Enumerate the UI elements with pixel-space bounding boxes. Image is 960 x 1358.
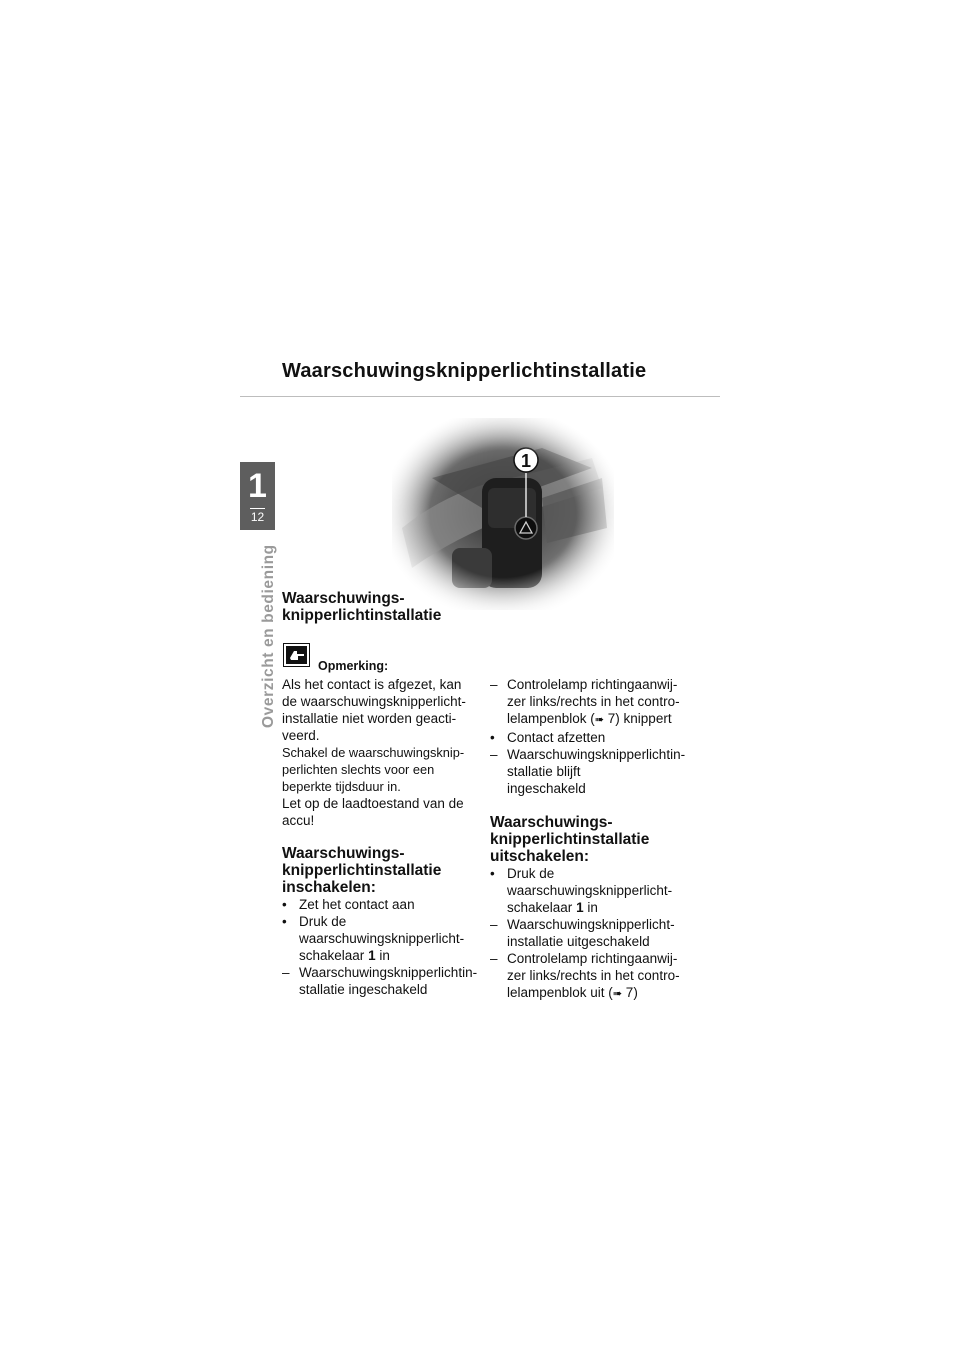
switch-ref: 1	[368, 948, 376, 963]
note-line: accu!	[282, 813, 315, 828]
switch-on-heading: Waarschuwings- knipperlichtinstallatie inschakelen:	[282, 845, 442, 896]
title-divider	[240, 396, 720, 397]
page-number: 12	[250, 510, 265, 524]
list-item: – Controlelamp richtingaanwij- zer links/rechts in het contro- lelampenblok uit (➠ 7)	[490, 951, 680, 1000]
page-ref-arrow-icon: ➠	[594, 714, 605, 726]
list-item: – Controlelamp richtingaanwij- zer links/rechts in het contro- lelampenblok (➠ 7) knippert	[490, 677, 680, 726]
note-line: Als het contact is afgezet, kan	[282, 677, 462, 692]
list-item: – Waarschuwingsknipperlichtin- stallatie blijft ingeschakeld	[490, 747, 686, 796]
note-line: perlichten slechts voor een	[282, 762, 435, 777]
chapter-number: 1	[248, 467, 267, 505]
note-line: beperkte tijdsduur in.	[282, 779, 401, 794]
section-heading	[282, 590, 482, 624]
note-label: Opmerking:	[318, 659, 389, 673]
note-line: installatie niet worden geacti-	[282, 711, 457, 726]
note-line: Let op de laadtoestand van de	[282, 796, 464, 811]
handlebar-switch-photo	[392, 418, 614, 610]
switch-ref: 1	[576, 900, 584, 915]
list-item: – Waarschuwingsknipperlichtin- stallatie ingeschakeld	[282, 965, 478, 997]
right-column-list	[490, 676, 700, 797]
page-title: Waarschuwingsknipperlichtinstallatie	[282, 360, 647, 382]
list-item: – Waarschuwingsknipperlicht- installatie uitgeschakeld	[490, 917, 675, 949]
note-line: Schakel de waarschuwingsknip-	[282, 745, 465, 760]
note-icon	[283, 643, 310, 667]
switch-off-section	[490, 814, 700, 1003]
note-line: veerd.	[282, 728, 320, 743]
chapter-tab	[240, 462, 275, 530]
note-line: de waarschuwingsknipperlicht-	[282, 694, 466, 709]
page-ref-arrow-icon: ➠	[612, 988, 623, 1000]
list-item: • Zet het contact aan	[282, 897, 415, 912]
switch-on-section	[282, 845, 492, 998]
side-section-label: Overzicht en bediening	[260, 544, 277, 728]
note-body	[282, 676, 482, 829]
list-item: • Druk de waarschuwingsknipperlicht- schakelaar 1 in	[282, 914, 465, 963]
section-heading-text: Waarschuwings- knipperlichtinstallatie	[282, 590, 442, 624]
list-item: • Druk de waarschuwingsknipperlicht- schakelaar 1 in	[490, 866, 673, 915]
switch-off-heading: Waarschuwings- knipperlichtinstallatie uitschakelen:	[490, 814, 650, 865]
list-item: • Contact afzetten	[490, 730, 606, 745]
